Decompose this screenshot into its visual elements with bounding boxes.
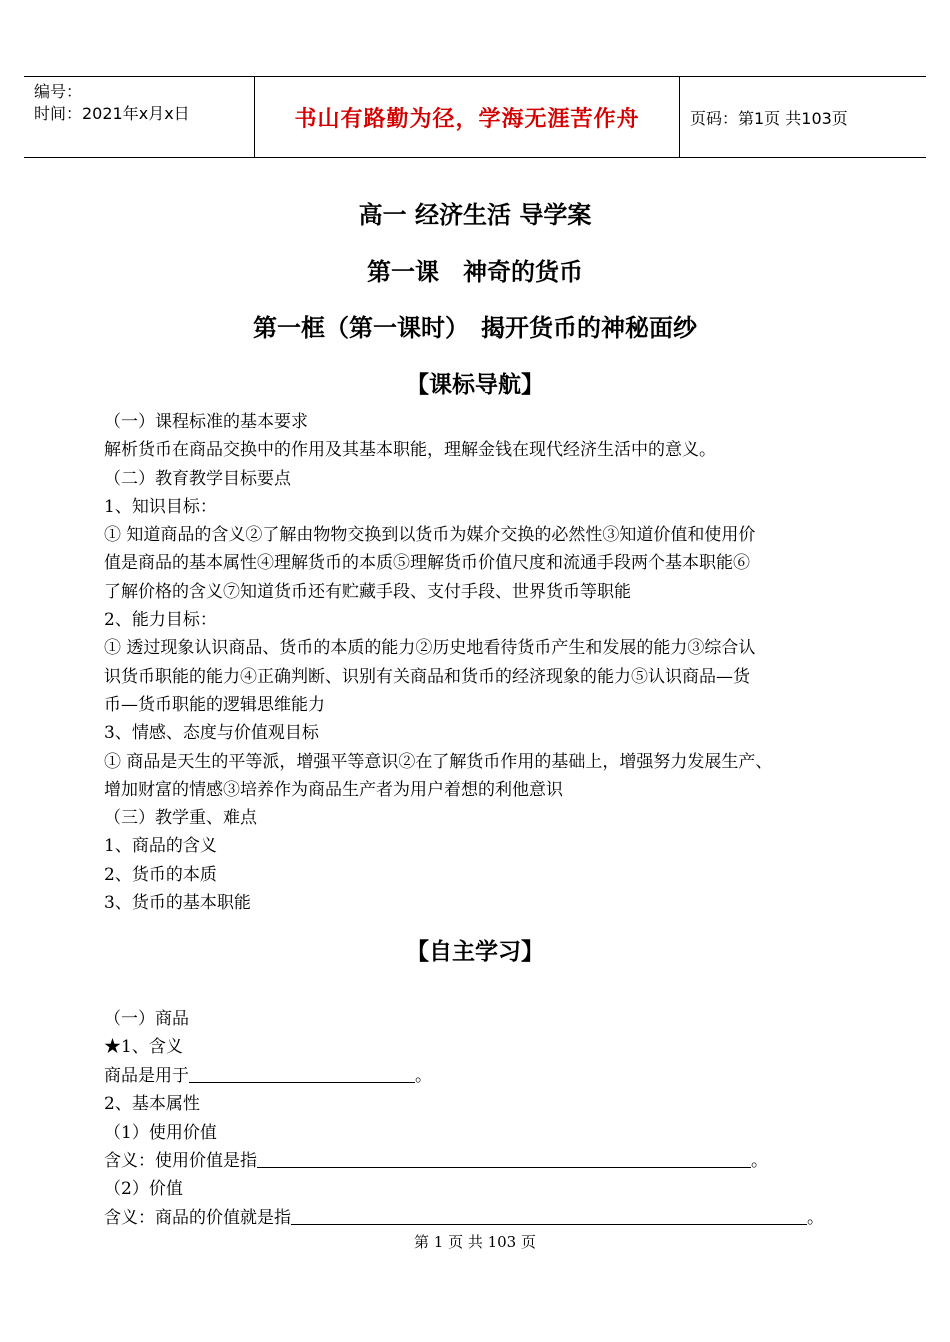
nav-line: 识货币职能的能力④正确判断、识别有关商品和货币的经济现象的能力⑤认识商品—货 [104,666,750,687]
self-study-section [104,1005,864,1232]
nav-line: 1、商品的含义 [104,836,217,857]
nav-line: ① 商品是天生的平等派，增强平等意识②在了解货币作用的基础上，增强努力发展生产、 [104,751,773,772]
nav-line: ① 透过现象认识商品、货币的本质的能力②历史地看待货币产生和发展的能力③综合认 [104,638,756,659]
nav-section [104,408,864,917]
section-title: 第一框（第一课时） 揭开货币的神秘面纱 [253,314,697,342]
fill-suffix: 。 [415,1065,432,1086]
nav-line: ① 知道商品的含义②了解由物物交换到以货币为媒介交换的必然性③知道价值和使用价 [104,525,756,546]
study-line: （1）使用价值 [104,1122,217,1143]
nav-line: 值是商品的基本属性④理解货币的本质⑤理解货币价值尺度和流通手段两个基本职能⑥ [104,553,750,574]
study-line: （一）商品 [104,1009,189,1029]
nav-line: 增加财富的情感③培养作为商品生产者为用户着想的利他意识 [104,779,563,800]
answer-blank[interactable] [291,1204,807,1225]
fill-prefix: 含义：商品的价值就是指 [104,1207,291,1228]
nav-line: 2、货币的本质 [104,864,217,885]
nav-line: 3、情感、态度与价值观目标 [104,723,319,744]
nav-line: （三）教学重、难点 [104,808,257,829]
header-page-label: 页码：第1页 共103页 [690,108,848,128]
answer-blank[interactable] [257,1147,751,1168]
self-study-heading: 【自主学习】 [406,939,544,965]
nav-line: 解析货币在商品交换中的作用及其基本职能，理解金钱在现代经济生活中的意义。 [104,440,716,461]
header-left [24,77,254,157]
fill-line [104,1147,864,1175]
nav-line: 1、知识目标： [104,496,217,517]
nav-line: 3、货币的基本职能 [104,893,251,914]
time-label: 时间：2021年x月x日 [34,104,190,123]
fill-line [104,1062,864,1090]
nav-heading: 【课标导航】 [406,372,544,398]
page-footer: 第 1 页 共 103 页 [413,1233,536,1251]
nav-line: 币—货币职能的逻辑思维能力 [104,694,325,715]
number-label: 编号： [34,82,83,101]
nav-line: 了解价格的含义⑦知道货币还有贮藏手段、支付手段、世界货币等职能 [104,581,631,602]
nav-line: （一）课程标准的基本要求 [104,412,308,432]
fill-suffix: 。 [807,1207,824,1228]
study-line: （2）价值 [104,1179,183,1200]
fill-prefix: 商品是用于 [104,1065,189,1086]
fill-line [104,1204,864,1232]
study-line: ★1、含义 [104,1037,183,1058]
fill-prefix: 含义：使用价值是指 [104,1150,257,1171]
header-motto: 书山有路勤为径，学海无涯苦作舟 [254,77,680,157]
main-title: 高一 经济生活 导学案 [358,201,592,229]
lesson-title: 第一课 神奇的货币 [367,258,583,286]
answer-blank[interactable] [189,1062,415,1083]
nav-line: 2、能力目标： [104,610,217,631]
fill-suffix: 。 [751,1150,768,1171]
nav-line: （二）教育教学目标要点 [104,468,291,489]
page-header [24,76,926,158]
study-line: 2、基本属性 [104,1094,200,1115]
